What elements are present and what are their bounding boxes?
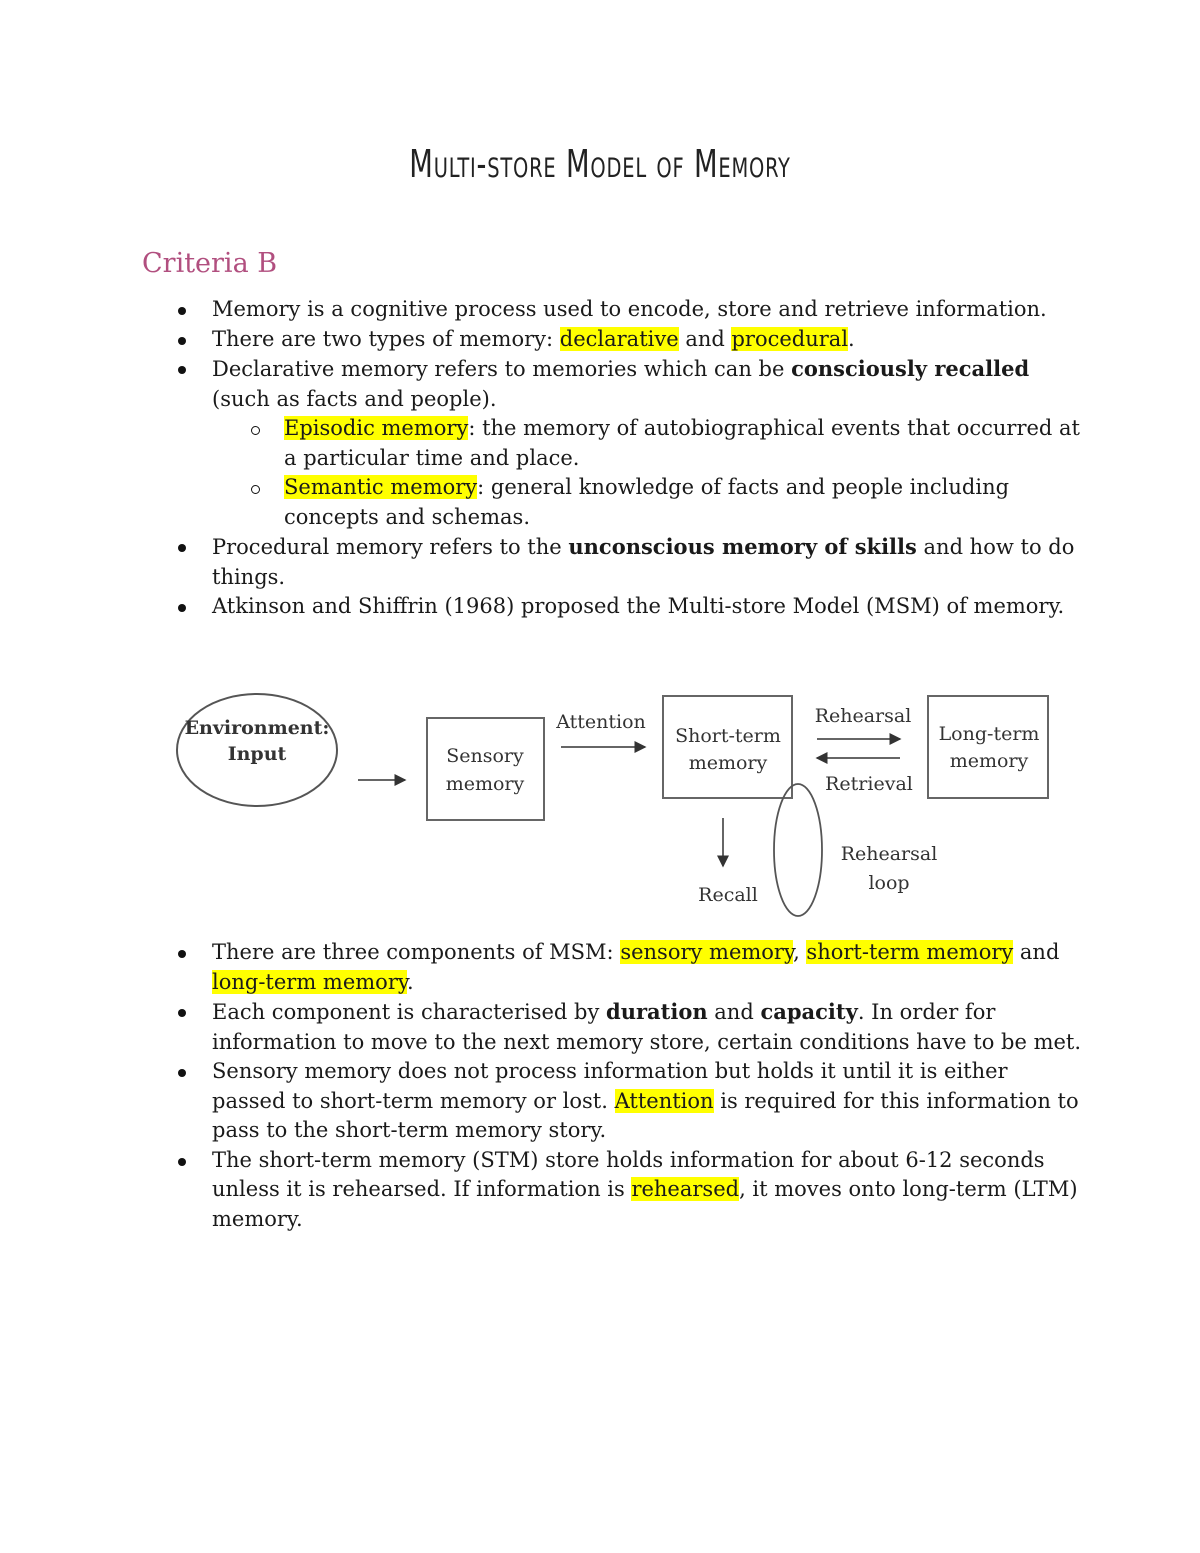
environment-label: Environment:: [184, 717, 330, 739]
list-item: [142, 295, 1082, 325]
bullet-text: There are two types of memory:: [212, 326, 560, 351]
bullet-icon: [178, 604, 186, 612]
list-item: [142, 1146, 1082, 1235]
bullet-text: .: [406, 969, 414, 994]
bold-text: consciously recalled: [791, 356, 1030, 381]
sensory-memory-label: Sensory: [446, 745, 524, 767]
bullet-text: .: [848, 326, 855, 351]
bullet-text: Atkinson and Shiffrin (1968) proposed the Multi-store Model (MSM) of memory.: [212, 594, 1065, 618]
bullet-text: , it moves onto long-term (LTM) memory.: [212, 1177, 1078, 1231]
sensory-memory-box: [427, 718, 544, 820]
page-title: Multi-store Model of Memory: [409, 142, 791, 186]
rehearsal-loop-label: Rehearsal: [840, 843, 938, 865]
bullet-icon: [178, 1069, 186, 1077]
highlight-episodic-memory: Episodic memory: [284, 416, 469, 440]
bullet-text: and how to do things.: [212, 535, 1075, 589]
bold-text: duration: [606, 999, 708, 1024]
highlight-attention: Attention: [614, 1088, 714, 1113]
bullet-text: and: [1013, 940, 1060, 964]
bullet-icon: [178, 307, 186, 315]
bullet-text: and: [678, 326, 732, 351]
rehearsal-loop-icon: [774, 784, 822, 916]
highlight-sensory-memory: sensory memory: [620, 940, 794, 964]
sub-item-text: : general knowledge of facts and people including concepts and schemas.: [284, 475, 1010, 529]
rehearsal-label: Rehearsal: [814, 705, 912, 727]
recall-label: Recall: [698, 884, 758, 906]
highlight-rehearsed: rehearsed: [631, 1177, 740, 1201]
sensory-memory-label: memory: [445, 773, 525, 795]
bullet-text: and: [707, 1000, 761, 1024]
bullet-icon: [178, 366, 186, 374]
bullet-text: (such as facts and people).: [212, 386, 497, 411]
bullet-text: . In order for information to move to the next memory store, certain conditions have to be met.: [212, 1000, 1082, 1054]
highlight-semantic-memory: Semantic memory: [284, 475, 478, 499]
list-item: [142, 354, 1082, 532]
circle-bullet-icon: [251, 426, 260, 435]
short-term-memory-box: [663, 696, 792, 798]
bullet-text: ,: [793, 940, 807, 964]
long-term-memory-box: [928, 696, 1048, 798]
bullet-icon: [178, 337, 186, 345]
msm-diagram: [165, 670, 1065, 930]
sub-list-item: [212, 414, 1082, 473]
retrieval-label: Retrieval: [825, 773, 913, 795]
highlight-declarative: declarative: [559, 326, 679, 351]
bullet-text: Memory is a cognitive process used to encode, store and retrieve information.: [212, 297, 1047, 321]
list-item: [142, 532, 1082, 592]
bullet-text: is required for this information to pass to the short-term memory story.: [212, 1088, 1079, 1142]
bullet-icon: [178, 1158, 186, 1166]
attention-label: Attention: [556, 711, 646, 733]
bullet-text: Procedural memory refers to the: [212, 535, 569, 559]
bullet-text: The short-term memory (STM) store holds information for about 6-12 seconds unless it is rehearsed. If information is: [212, 1147, 1045, 1201]
highlight-procedural: procedural: [731, 326, 849, 351]
highlight-long-term-memory: long-term memory: [212, 969, 407, 994]
highlight-short-term-memory: short-term memory: [806, 940, 1014, 964]
circle-bullet-icon: [251, 485, 260, 494]
short-term-memory-label: memory: [688, 752, 768, 774]
bullet-text: There are three components of MSM:: [212, 940, 621, 964]
long-term-memory-label: Long-term: [938, 723, 1040, 745]
list-item: [142, 1057, 1082, 1146]
bold-text: capacity: [760, 999, 858, 1024]
sub-list: [212, 414, 1082, 532]
bullet-icon: [178, 544, 186, 552]
list-item: [142, 938, 1082, 997]
sub-list-item: [212, 473, 1082, 532]
short-term-memory-label: Short-term: [675, 725, 781, 747]
rehearsal-loop-label: loop: [868, 872, 910, 894]
long-term-memory-label: memory: [949, 750, 1029, 772]
section-heading: Criteria B: [142, 248, 278, 279]
list-item: [142, 997, 1082, 1057]
bullet-icon: [178, 1009, 186, 1017]
bullet-list-intro: [142, 295, 1082, 622]
bullet-list-components: [142, 938, 1082, 1234]
bullet-text: Declarative memory refers to memories which can be: [212, 357, 792, 381]
list-item: [142, 592, 1082, 622]
bullet-text: Sensory memory does not process information but holds it until it is either passed to short-term memory or lost.: [212, 1059, 1008, 1113]
bold-text: unconscious memory of skills: [568, 534, 917, 559]
sub-item-text: : the memory of autobiographical events that occurred at a particular time and place.: [284, 416, 1080, 470]
environment-label: Input: [227, 743, 287, 765]
bullet-text: Each component is characterised by: [212, 1000, 607, 1024]
list-item: [142, 325, 1082, 355]
bullet-icon: [178, 950, 186, 958]
